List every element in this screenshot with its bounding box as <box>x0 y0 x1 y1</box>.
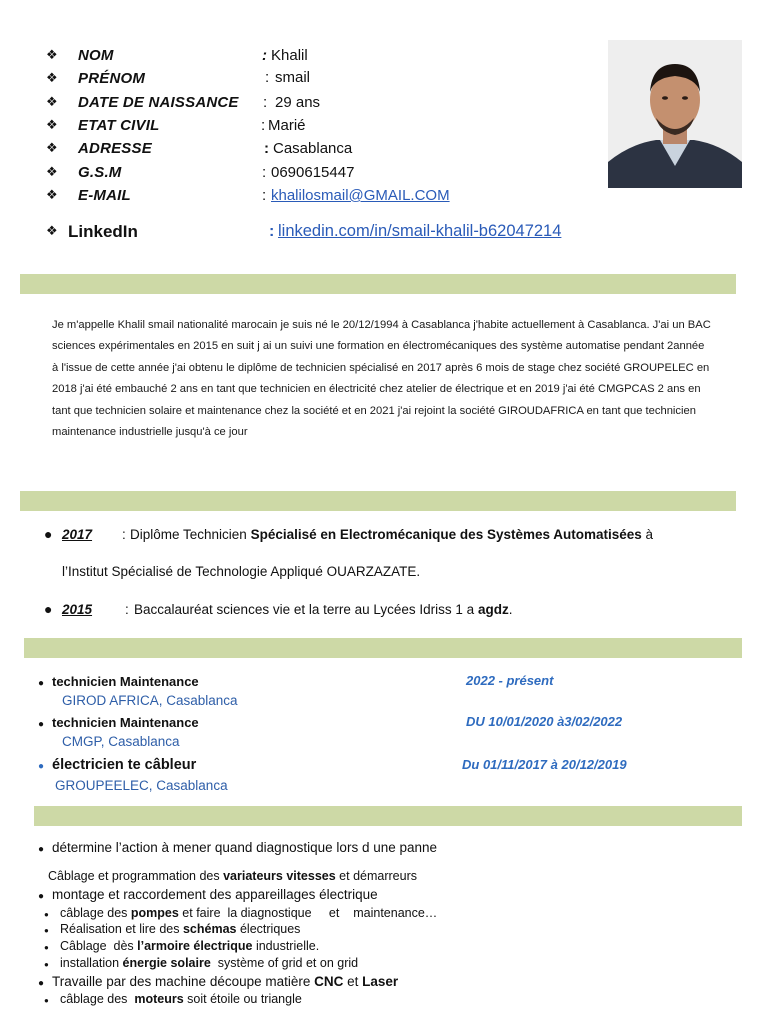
education-text <box>134 602 512 617</box>
info-colon: : <box>262 164 267 181</box>
info-colon: : <box>262 47 267 64</box>
skill-text-a: câblage des <box>60 992 135 1006</box>
info-label: DATE DE NAISSANCE <box>78 94 239 111</box>
info-label: E-MAIL <box>78 187 131 204</box>
diamond-bullet-icon: ❖ <box>46 118 58 133</box>
skill-text-c: et faire la diagnostique et maintenance… <box>178 906 438 920</box>
diamond-bullet-icon: ❖ <box>46 224 58 239</box>
info-colon: : <box>263 94 268 111</box>
diamond-bullet-icon: ❖ <box>46 95 58 110</box>
bullet-icon: ● <box>38 891 45 902</box>
info-colon: : <box>269 223 275 240</box>
info-value: 29 ans <box>275 94 321 111</box>
experience-item <box>38 714 199 732</box>
profile-summary: Je m'appelle Khalil smail nationalité marocain je suis né le 20/12/1994 à Casablanca j'habite actuellement à Casablanca. J'ai un BAC sciences expérimentales en 2015 en suit j ai un suivi une formation en électromécaniques des système automatise pendant 2année à l'issue de cette année j'ai obtenu le diplôme de technicien spécialisé en 2017 après 6 mois de stage chez société GROUPELEC en 2018 j'ai été embauché 2 ans en tant que technicien en électricité chez atelier de électrique et en 2019 j'ai été CMGPCAS 2 ans en tant que technicien solaire et maintenance chez la société et en 2021 j'ai rejoint la société GIROUDAFRICA en tant que technicien maintenance industrielle jusqu'à ce jour <box>52 319 711 439</box>
skill-text-a: installation <box>60 956 123 970</box>
education-sep: : <box>125 602 129 617</box>
experience-item <box>38 756 196 774</box>
info-value: 0690615447 <box>271 164 355 181</box>
email-link[interactable]: khalilosmail@GMAIL.COM <box>271 187 450 204</box>
job-date: DU 10/01/2020 à3/02/2022 <box>466 714 623 729</box>
info-colon: : <box>262 187 267 204</box>
job-title: électricien te câbleur <box>52 757 197 773</box>
info-colon: : <box>265 69 270 86</box>
info-colon: : <box>264 140 269 157</box>
info-colon: : <box>261 117 266 134</box>
skill-item <box>44 956 358 970</box>
portrait-image <box>608 40 742 188</box>
info-value: Casablanca <box>273 140 353 157</box>
linkedin-link[interactable]: linkedin.com/in/smail-khalil-b62047214 <box>278 222 562 240</box>
skill-text-b: moteurs <box>134 992 184 1006</box>
skill-text-c: soit étoile ou triangle <box>183 992 302 1006</box>
bullet-icon: ● <box>38 719 45 730</box>
section-bar-education <box>20 491 736 511</box>
bullet-icon: ● <box>44 601 53 617</box>
bullet-icon: ● <box>38 844 45 855</box>
job-company: GIROD AFRICA, Casablanca <box>62 693 238 708</box>
skill-text-c: et <box>343 974 363 989</box>
skill-text-a: Câblage dès <box>60 939 138 953</box>
skill-text-c: industrielle. <box>252 939 320 953</box>
bullet-icon: ● <box>44 943 49 952</box>
info-value: Marié <box>268 117 306 134</box>
job-company: CMGP, Casablanca <box>62 734 180 749</box>
job-date: Du 01/11/2017 à 20/12/2019 <box>462 757 627 772</box>
skill-text: montage et raccordement des appareillages électrique <box>52 887 378 902</box>
skill-item <box>44 906 437 920</box>
skill-item <box>44 939 319 953</box>
education-text-b: à <box>645 527 654 542</box>
bullet-icon: ● <box>44 996 49 1005</box>
linkedin-label: LinkedIn <box>68 222 138 241</box>
skill-item <box>44 922 300 936</box>
skill-text-b: pompes <box>130 906 179 920</box>
info-label: PRÉNOM <box>78 70 146 87</box>
info-label: NOM <box>78 47 114 64</box>
education-item <box>44 601 513 619</box>
diamond-bullet-icon: ❖ <box>46 71 58 86</box>
diamond-bullet-icon: ❖ <box>46 165 58 180</box>
skill-text-b: CNC <box>314 974 344 989</box>
info-label: ADRESSE <box>78 140 152 157</box>
skill-text-c: électriques <box>236 922 301 936</box>
section-bar-skills <box>34 806 742 826</box>
skill-text-b: variateurs vitesses <box>223 869 336 883</box>
info-value: Khalil <box>271 47 308 64</box>
education-text-b: . <box>508 602 513 617</box>
bullet-icon: ● <box>44 960 49 969</box>
skill-item <box>44 992 302 1006</box>
skill-text-c: et démarreurs <box>335 869 417 883</box>
education-year: 2015 <box>62 602 93 617</box>
job-company: GROUPEELEC, Casablanca <box>55 778 228 793</box>
education-text-bold: Spécialisé en Electromécanique des Systèmes Automatisées <box>250 527 642 542</box>
skill-text-d: Laser <box>362 974 399 989</box>
education-year: 2017 <box>62 527 93 542</box>
bullet-icon: ● <box>44 926 49 935</box>
diamond-bullet-icon: ❖ <box>46 48 58 63</box>
job-title: technicien Maintenance <box>52 715 199 730</box>
skill-text: détermine l’action à mener quand diagnostique lors d une panne <box>52 840 438 855</box>
bullet-icon: ● <box>38 761 45 772</box>
info-label: ETAT CIVIL <box>78 117 160 134</box>
skill-text-a: Câblage et programmation des <box>48 869 224 883</box>
skill-text-b: schémas <box>182 922 237 936</box>
bullet-icon: ● <box>38 978 45 989</box>
bullet-icon: ● <box>38 678 45 689</box>
skill-text-b: l’armoire électrique <box>137 939 253 953</box>
skill-item <box>38 840 437 855</box>
section-bar-experience <box>24 638 742 658</box>
education-text <box>130 527 653 542</box>
skill-item <box>48 869 417 883</box>
education-line2: l’Institut Spécialisé de Technologie Appliqué OUARZAZATE. <box>62 564 421 579</box>
diamond-bullet-icon: ❖ <box>46 141 58 156</box>
job-date: 2022 - présent <box>466 673 554 688</box>
education-text-bold: agdz <box>477 602 509 617</box>
skill-text-b: énergie solaire <box>122 956 211 970</box>
skill-text-a: Travaille par des machine découpe matière <box>52 974 315 989</box>
experience-item <box>38 673 199 691</box>
education-text-a: Baccalauréat sciences vie et la terre au Lycées Idriss 1 a <box>134 602 475 617</box>
skill-text-a: câblage des <box>60 906 131 920</box>
job-title: technicien Maintenance <box>52 674 199 689</box>
diamond-bullet-icon: ❖ <box>46 188 58 203</box>
info-label: G.S.M <box>78 164 122 181</box>
skill-item <box>38 887 378 902</box>
skill-text-a: Réalisation et lire des <box>60 922 183 936</box>
skill-item <box>38 974 398 989</box>
bullet-icon: ● <box>44 526 53 542</box>
education-text-a: Diplôme Technicien <box>130 527 247 542</box>
education-sep: : <box>122 527 126 542</box>
profile-photo <box>608 40 742 188</box>
bullet-icon: ● <box>44 910 49 919</box>
info-value: smail <box>275 69 311 86</box>
education-item <box>44 526 654 544</box>
skill-text-c: système of grid et on grid <box>210 956 359 970</box>
section-bar-summary <box>20 274 736 294</box>
